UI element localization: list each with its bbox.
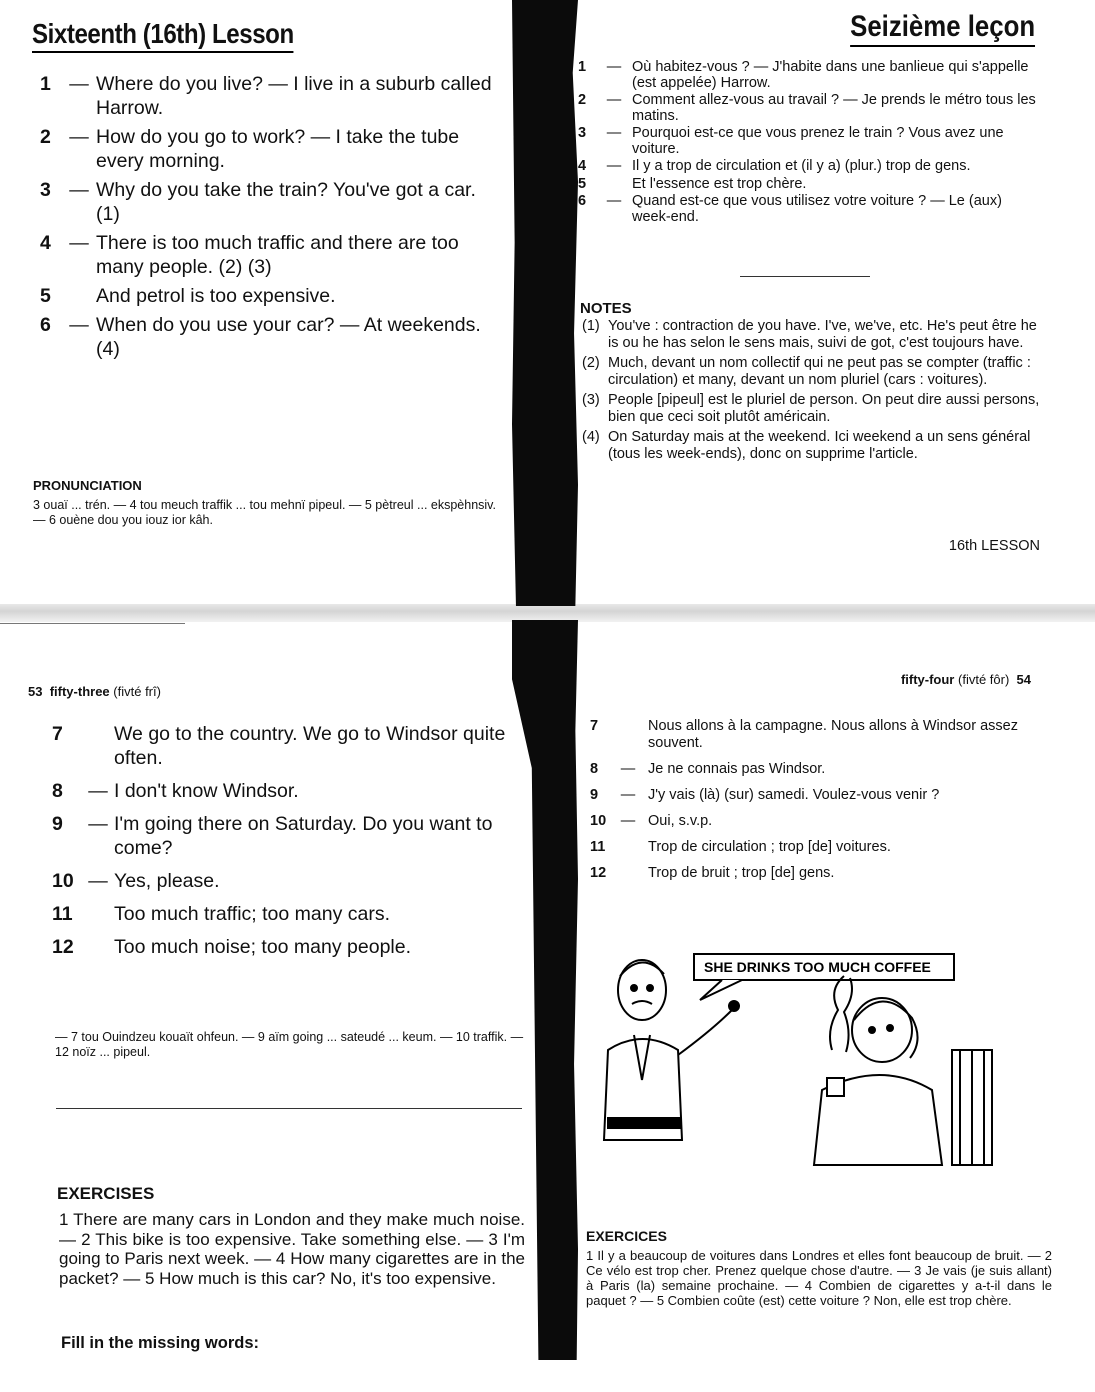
line-dash: — [606,193,622,209]
dialogue-line [578,159,1040,175]
woman-figure [814,976,992,1165]
page-number: 53 [28,684,43,699]
dialogue-line [578,177,1040,193]
line-dash [596,177,632,193]
line-number: 12 [590,865,607,881]
line-number: 3 [578,125,587,141]
english-dialogue-bottom [52,722,522,968]
line-text: Trop de bruit ; trop [de] gens. [648,865,835,881]
line-number: 2 [578,92,587,108]
note-number: (2) [582,355,600,371]
line-dash [608,718,648,752]
line-number: 1 [40,73,51,95]
dialogue-line [40,231,502,279]
note-text: On Saturday mais at the weekend. Ici weekend a un sens général (tous les week-ends), donc on supprime l'article. [608,429,1031,462]
line-dash: — [620,787,636,803]
note-text: People [pipeul] est le pluriel de person. On peut dire aussi persons, bien que ceci soit plutôt américain. [608,392,1040,425]
line-text: Too much noise; too many people. [114,936,412,958]
page-word: fifty-three [49,684,110,699]
pronunciation-heading: PRONUNCIATION [33,478,142,493]
line-number: 12 [52,936,74,958]
dialogue-line [52,902,522,926]
page-header-left [28,684,161,699]
line-dash: — [69,73,89,95]
page-pron: (fivté fôr) [958,672,1010,687]
note-text: You've : contraction de you have. I've, we've, etc. He's peut être he is ou he has selon le sens mais, suivi de got, c'est toujours have. [608,318,1037,351]
pronunciation-text-bottom: — 7 tou Ouindzeu kouaït ohfeun. — 9 aïm going ... sateudé ... keum. — 10 traffik. — 12 noïz ... pipeul. [55,1030,524,1059]
note-number: (1) [582,318,600,334]
exercices-text: 1 Il y a beaucoup de voitures dans Londres et elles font beaucoup de bruit. — 2 Ce vélo est trop cher. Prenez quelque chose d'autre. — 3 Je vais (je suis allant) à Paris (la) semaine prochaine. — 4 Combien de cigarettes y a-t-il dans le paquet ? — 5 Combien coûte (est) cette voiture ? Non, elle est trop chère. [586,1248,1052,1308]
line-number: 4 [40,232,51,254]
line-text: Pourquoi est-ce que vous prenez le train ? Vous avez une voiture. [632,125,1004,157]
line-dash: — [69,314,89,336]
divider-rule-bottom [56,1108,522,1109]
dialogue-line [52,812,522,860]
divider-rule [740,276,870,277]
book-gutter-shadow-top [512,0,578,606]
dialogue-line [40,178,502,226]
line-number: 6 [40,314,51,336]
line-number: 11 [590,839,606,855]
line-dash: — [606,158,622,174]
line-text: Et l'essence est trop chère. [632,175,807,192]
line-number: 10 [590,813,607,829]
line-dash: — [606,92,622,108]
line-dash: — [88,780,108,802]
line-text: Trop de circulation ; trop [de] voitures. [648,839,891,855]
line-dash: — [88,870,108,892]
lesson-title-french: Seizième leçon [850,10,1035,47]
line-dash: — [69,126,89,148]
exercices-heading: EXERCICES [586,1228,667,1244]
line-text: Où habitez-vous ? — J'habite dans une banlieue qui s'appelle (est appelée) Harrow. [632,59,1029,91]
line-number: 5 [40,285,51,307]
line-number: 9 [590,787,599,803]
line-dash [608,839,648,856]
line-text: Nous allons à la campagne. Nous allons à Windsor assez souvent. [648,718,1018,751]
line-number: 9 [52,813,63,835]
line-dash: — [69,232,89,254]
note-text: Much, devant un nom collectif qui ne peut pas se compter (traffic : circulation) et many, devant un nom pluriel (cars : voitures). [608,355,1031,388]
french-dialogue-top [578,60,1040,227]
fill-heading: Fill in the missing words: [61,1334,260,1352]
note-item [582,392,1040,426]
line-number: 2 [40,126,51,148]
line-text: Il y a trop de circulation et (il y a) (plur.) trop de gens. [632,158,971,174]
line-number: 3 [40,179,51,201]
line-text: When do you use your car? — At weekends. (4) [96,314,481,360]
dialogue-line [590,761,1050,778]
page-number: 54 [1016,672,1031,687]
notes-heading: NOTES [580,300,632,317]
line-dash [82,902,114,926]
separator-line [0,623,185,624]
note-number: (3) [582,392,600,408]
page-separator [0,604,1095,622]
dialogue-line [590,718,1050,752]
dialogue-line [578,93,1040,124]
dialogue-line [52,779,522,803]
lesson-tag: 16th LESSON [948,538,1040,554]
dialogue-line [578,60,1040,91]
line-dash: — [606,125,622,141]
dialogue-line [40,313,502,361]
line-dash: — [620,761,636,777]
line-number: 11 [52,903,73,925]
line-dash: — [606,59,622,75]
dialogue-line [40,284,502,308]
dialogue-line [578,126,1040,157]
line-number: 5 [578,175,587,192]
line-text: Where do you live? — I live in a suburb called Harrow. [96,73,492,119]
dialogue-line [590,865,1050,882]
line-text: J'y vais (là) (sur) samedi. Voulez-vous venir ? [648,787,940,803]
line-text: Too much traffic; too many cars. [114,903,390,925]
exercises-heading: EXERCISES [57,1184,155,1203]
french-dialogue-bottom [590,718,1050,891]
line-number: 4 [578,158,587,174]
note-item [582,429,1040,463]
line-dash [82,722,114,770]
line-number: 7 [52,723,63,745]
line-number: 8 [590,761,599,777]
note-item [582,318,1040,352]
dialogue-line [52,869,522,893]
line-text: Comment allez-vous au travail ? — Je prends le métro tous les matins. [632,92,1036,124]
line-number: 1 [578,59,587,75]
page-header-right [901,672,1031,687]
line-number: 7 [590,718,599,734]
line-text: Yes, please. [114,870,220,892]
dialogue-line [590,839,1050,856]
dialogue-line [590,787,1050,804]
line-number: 6 [578,193,587,209]
dialogue-line [40,125,502,173]
line-text: I'm going there on Saturday. Do you want to come? [114,813,493,859]
english-dialogue-top [40,72,502,366]
line-dash: — [620,813,636,829]
cartoon-illustration [582,940,1022,1170]
lesson-title-english: Sixteenth (16th) Lesson [32,18,294,53]
exercises-text: 1 There are many cars in London and they make much noise. — 2 This bike is too expensive. Take something else. — 3 I'm going to Paris next week. — 4 How many cigarettes are in the packet? — 5 How much is this car? No, it's too expensive. [59,1210,525,1288]
line-dash [62,284,96,308]
page-word: fifty-four [900,672,955,687]
line-text: I don't know Windsor. [114,780,299,802]
pronunciation-text: 3 ouaï ... trén. — 4 tou meuch traffik ... tou mehnï pipeul. — 5 pètreul ... ekspèhnsiv. — 6 ouène dou you iouz ior kâh. [33,498,496,527]
line-text: Why do you take the train? You've got a car. (1) [96,179,476,225]
line-number: 8 [52,780,63,802]
dialogue-line [52,935,522,959]
note-item [582,355,1040,389]
line-number: 10 [52,870,74,892]
notes-list [582,318,1040,466]
line-text: Oui, s.v.p. [648,813,713,829]
page-pron: (fivté frî) [113,684,161,699]
line-text: We go to the country. We go to Windsor quite often. [114,723,506,769]
line-text: There is too much traffic and there are too many people. (2) (3) [96,232,459,278]
line-text: And petrol is too expensive. [96,285,336,307]
line-dash [82,935,114,959]
dialogue-line [590,813,1050,830]
line-dash: — [88,813,108,835]
line-text: Je ne connais pas Windsor. [648,761,826,777]
line-dash: — [69,179,89,201]
dialogue-line [40,72,502,120]
note-number: (4) [582,429,600,445]
dialogue-line [52,722,522,770]
line-text: How do you go to work? — I take the tube every morning. [96,126,460,172]
cartoon-caption: SHE DRINKS TOO MUCH COFFEE [704,959,931,975]
line-text: Quand est-ce que vous utilisez votre voiture ? — Le (aux) week-end. [632,193,1002,225]
line-dash [608,865,648,882]
dialogue-line [578,194,1040,225]
